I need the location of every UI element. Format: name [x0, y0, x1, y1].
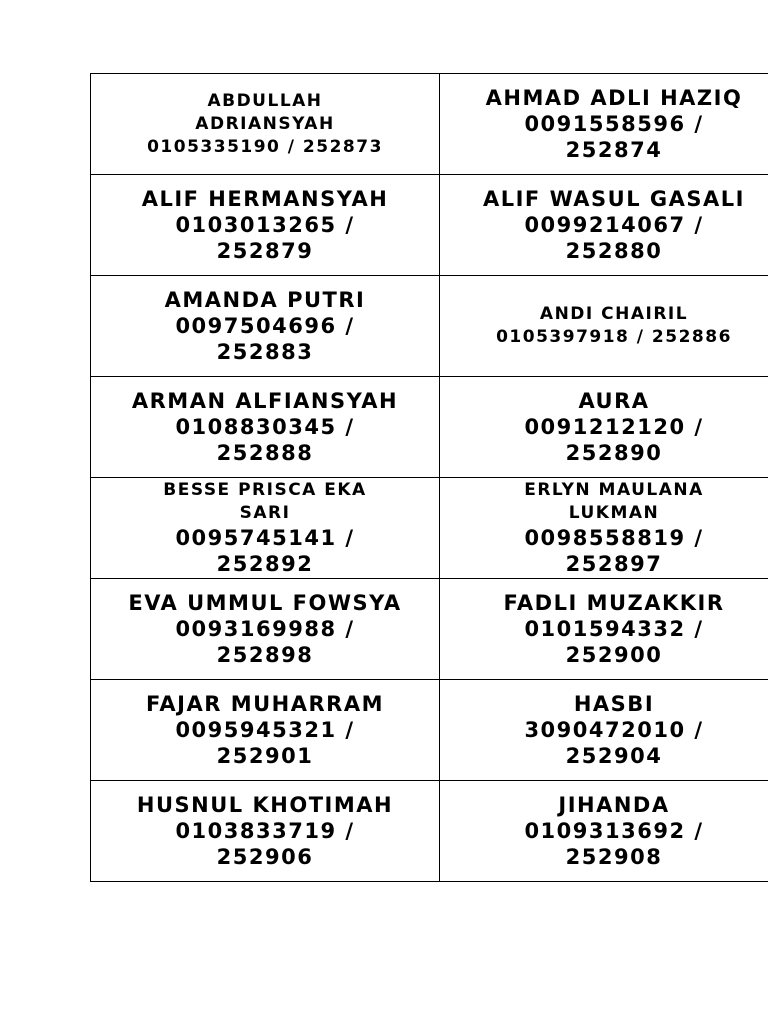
student-id-line: 252892 — [216, 552, 314, 576]
student-name-line: ABDULLAH — [207, 90, 323, 111]
student-id-line: 252898 — [216, 643, 314, 667]
student-id-line: 0095945321 / — [175, 718, 355, 742]
student-cell — [91, 680, 440, 780]
student-name-line: ARMAN ALFIANSYAH — [131, 389, 399, 413]
student-name-line: HUSNUL KHOTIMAH — [136, 793, 394, 817]
student-id-line: 3090472010 / — [524, 718, 704, 742]
student-cell — [440, 680, 768, 780]
student-cell — [91, 579, 440, 679]
table-row — [91, 175, 768, 276]
student-id-line: 0091212120 / — [524, 415, 704, 439]
student-id-line: 252874 — [565, 138, 663, 162]
student-name-line: ANDI CHAIRIL — [539, 304, 689, 324]
student-name-line: HASBI — [573, 692, 655, 716]
student-name-line: ERLYN MAULANA — [524, 480, 704, 500]
student-cell — [440, 175, 768, 275]
student-cell — [440, 276, 768, 376]
student-name-line: JIHANDA — [558, 793, 670, 817]
student-id-line: 252901 — [216, 744, 314, 768]
student-cell — [91, 175, 440, 275]
student-name-line: BESSE PRISCA EKA — [163, 480, 367, 500]
student-name-line: AHMAD ADLI HAZIQ — [485, 86, 743, 110]
student-cell — [440, 579, 768, 679]
student-id-line: 0109313692 / — [524, 819, 704, 843]
table-row — [91, 377, 768, 478]
student-id-line: 252880 — [565, 239, 663, 263]
student-name-line: ALIF HERMANSYAH — [141, 187, 389, 211]
student-label-table — [90, 73, 768, 882]
table-row — [91, 478, 768, 579]
student-cell — [91, 74, 440, 174]
student-cell — [440, 74, 768, 174]
student-name-line: AMANDA PUTRI — [164, 288, 366, 312]
table-row — [91, 781, 768, 882]
student-id-line: 252888 — [216, 441, 314, 465]
student-name-line: SARI — [239, 503, 291, 523]
student-id-line: 0103013265 / — [175, 213, 355, 237]
student-name-line: ADRIANSYAH — [195, 113, 335, 134]
student-id-line: 0105335190 / 252873 — [147, 136, 383, 157]
student-id-line: 252906 — [216, 845, 314, 869]
student-cell — [440, 478, 768, 578]
student-name-line: FAJAR MUHARRAM — [145, 692, 384, 716]
student-name-line: LUKMAN — [568, 503, 660, 523]
student-name-line: EVA UMMUL FOWSYA — [128, 591, 402, 615]
student-cell — [91, 781, 440, 881]
student-id-line: 252883 — [216, 340, 314, 364]
student-id-line: 0105397918 / 252886 — [496, 327, 732, 347]
student-id-line: 0093169988 / — [175, 617, 355, 641]
student-cell — [91, 377, 440, 477]
student-cell — [440, 377, 768, 477]
student-id-line: 252908 — [565, 845, 663, 869]
student-id-line: 0108830345 / — [175, 415, 355, 439]
student-id-line: 0095745141 / — [175, 526, 355, 550]
student-id-line: 0103833719 / — [175, 819, 355, 843]
student-cell — [91, 478, 440, 578]
student-name-line: AURA — [578, 389, 650, 413]
table-row — [91, 276, 768, 377]
table-row — [91, 74, 768, 175]
student-id-line: 252879 — [216, 239, 314, 263]
student-id-line: 0101594332 / — [524, 617, 704, 641]
student-id-line: 252890 — [565, 441, 663, 465]
student-cell — [440, 781, 768, 881]
student-id-line: 252897 — [565, 552, 663, 576]
table-row — [91, 680, 768, 781]
student-id-line: 0091558596 / — [524, 112, 704, 136]
student-id-line: 0098558819 / — [524, 526, 704, 550]
student-id-line: 252904 — [565, 744, 663, 768]
student-id-line: 0097504696 / — [175, 314, 355, 338]
student-name-line: ALIF WASUL GASALI — [482, 187, 745, 211]
table-row — [91, 579, 768, 680]
student-name-line: FADLI MUZAKKIR — [503, 591, 725, 615]
student-id-line: 0099214067 / — [524, 213, 704, 237]
student-cell — [91, 276, 440, 376]
student-id-line: 252900 — [565, 643, 663, 667]
